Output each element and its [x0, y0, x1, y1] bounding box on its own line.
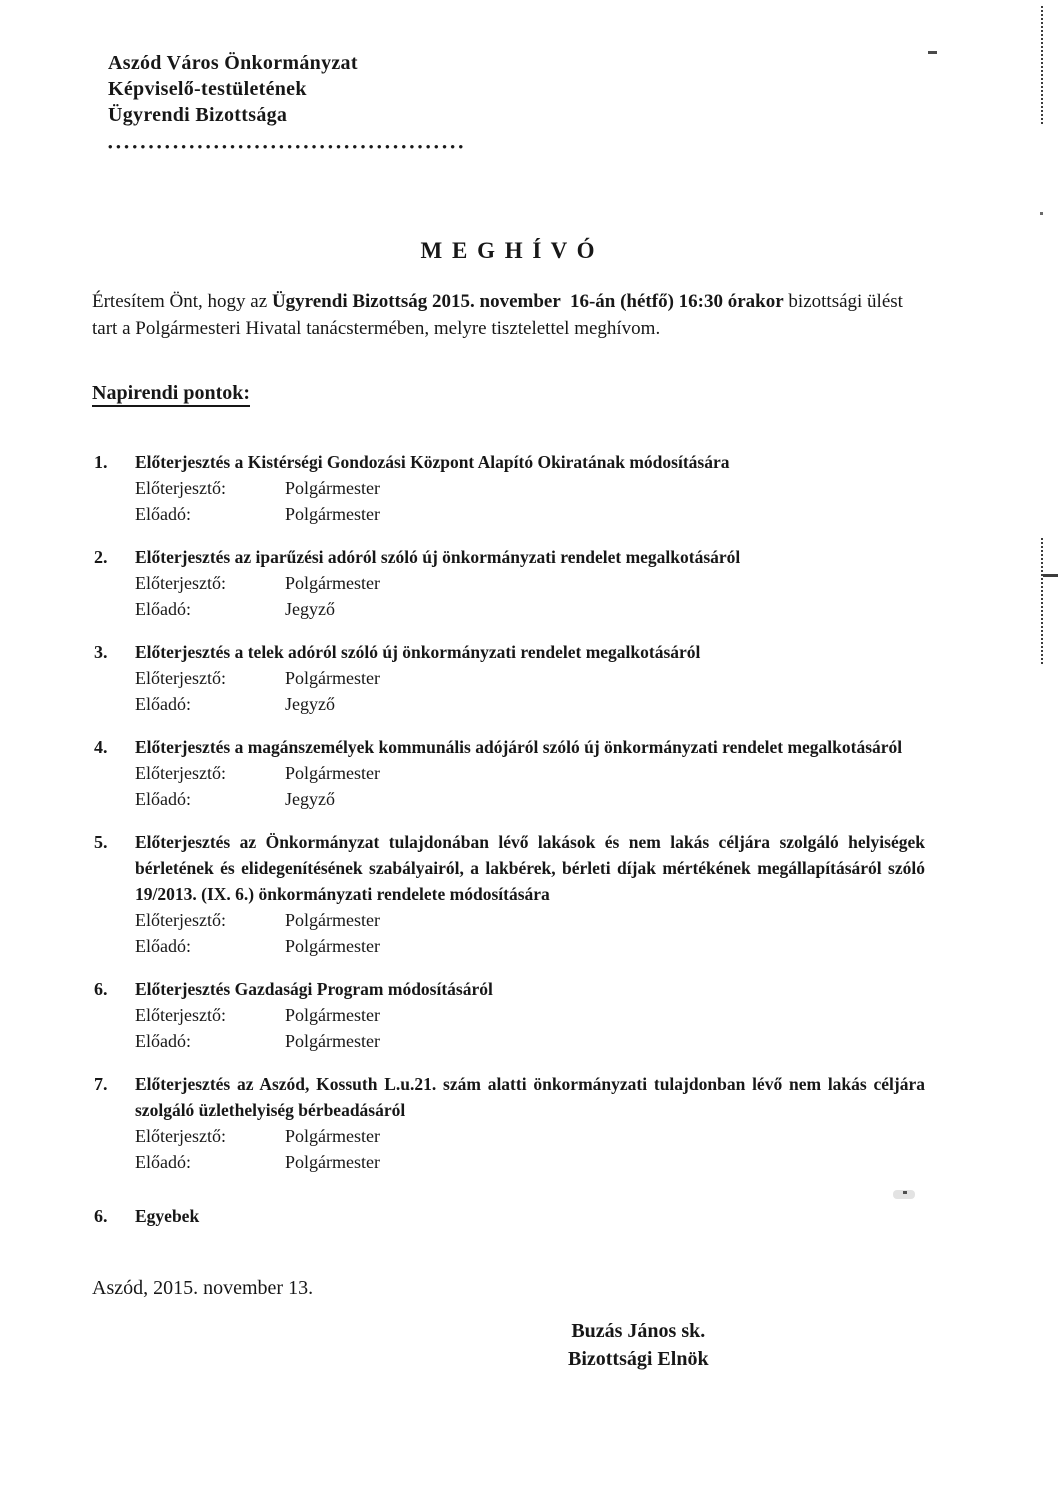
presenter-row [135, 475, 925, 501]
agenda-item-body [135, 1071, 925, 1175]
speaker-value: Polgármester [285, 504, 380, 524]
speaker-label: Előadó: [135, 599, 191, 619]
presenter-value: Polgármester [285, 573, 380, 593]
presenter-label: Előterjesztő: [135, 573, 226, 593]
agenda-item-title: Előterjesztés Gazdasági Program módosításáról [135, 979, 493, 999]
org-name-line: Aszód Város Önkormányzat [108, 52, 358, 74]
agenda-item-number: 3. [94, 642, 108, 662]
presenter-value: Polgármester [285, 763, 380, 783]
agenda-list [92, 449, 925, 1229]
presenter-label: Előterjesztő: [135, 763, 226, 783]
org-committee-line: Ügyrendi Bizottsága [108, 104, 288, 126]
speaker-row [135, 596, 925, 622]
agenda-item-title: Előterjesztés az Önkormányzat tulajdonában lévő lakások és nem lakás céljára szolgáló helyiségek bérletének és elidegenítésének szabályairól, a lakbérek, bérleti díjak mértékének megállapításáról szóló 19/2013. (IX. 6.) önkormányzati rendelete módosítására [135, 832, 925, 904]
agenda-item-2 [92, 544, 925, 622]
agenda-heading [92, 382, 925, 405]
agenda-item-3 [92, 639, 925, 717]
dotted-separator: •••••••••••••••••••••••••••••••••••••••••••• [108, 139, 467, 154]
presenter-value: Polgármester [285, 1126, 380, 1146]
agenda-item-body [135, 829, 925, 959]
presenter-label: Előterjesztő: [135, 668, 226, 688]
speaker-label: Előadó: [135, 1031, 191, 1051]
signature-block [568, 1317, 709, 1373]
agenda-heading-text: Napirendi pontok: [92, 382, 250, 407]
agenda-item-title: Előterjesztés az Aszód, Kossuth L.u.21. szám alatti önkormányzati tulajdonban lévő nem lakás céljára szolgáló üzlethelyiség bérbeadásáról [135, 1074, 925, 1120]
date-line: Aszód, 2015. november 13. [92, 1277, 314, 1299]
speaker-row [135, 691, 925, 717]
signatory-name: Buzás János sk. [571, 1320, 706, 1342]
agenda-item-egyebek [92, 1203, 925, 1229]
speaker-label: Előadó: [135, 936, 191, 956]
agenda-item-number: 6. [94, 979, 108, 999]
speaker-value: Polgármester [285, 1031, 380, 1051]
scan-artifact-dash-top [928, 51, 937, 54]
agenda-item-title: Előterjesztés az iparűzési adóról szóló új önkormányzati rendelet megalkotásáról [135, 547, 741, 567]
agenda-item-number: 5. [94, 832, 108, 852]
presenter-row [135, 570, 925, 596]
document-title: M E G H Í V Ó [420, 238, 597, 263]
speaker-label: Előadó: [135, 1152, 191, 1172]
speaker-row [135, 501, 925, 527]
presenter-row [135, 665, 925, 691]
agenda-item-title: Előterjesztés a magánszemélyek kommunális adójáról szóló új önkormányzati rendelet megalkotásáról [135, 737, 903, 757]
agenda-item-7 [92, 1071, 925, 1175]
scan-artifact-dash-mid [1043, 574, 1058, 577]
scan-artifact-dotted-line-top [1041, 6, 1043, 124]
agenda-item-body [135, 1203, 925, 1229]
presenter-value: Polgármester [285, 910, 380, 930]
agenda-item-number: 1. [94, 452, 108, 472]
speaker-label: Előadó: [135, 504, 191, 524]
presenter-row [135, 1002, 925, 1028]
presenter-label: Előterjesztő: [135, 910, 226, 930]
agenda-item-number: 7. [94, 1074, 108, 1094]
presenter-value: Polgármester [285, 478, 380, 498]
agenda-item-number: 2. [94, 547, 108, 567]
speaker-row [135, 933, 925, 959]
agenda-item-body [135, 544, 925, 622]
agenda-item-number: 4. [94, 737, 108, 757]
presenter-row [135, 1123, 925, 1149]
intro-text-end: bizottsági ülést tart a Polgármesteri Hivatal tanácstermében, melyre tisztelettel meghívom. [92, 291, 908, 339]
presenter-label: Előterjesztő: [135, 1126, 226, 1146]
presenter-row [135, 760, 925, 786]
signatory-role: Bizottsági Elnök [568, 1348, 709, 1370]
intro-paragraph [92, 288, 925, 342]
scan-artifact-speck [903, 1191, 907, 1194]
presenter-label: Előterjesztő: [135, 1005, 226, 1025]
org-body-line: Képviselő-testületének [108, 78, 307, 100]
agenda-item-title: Előterjesztés a Kistérségi Gondozási Központ Alapító Okiratának módosítására [135, 452, 730, 472]
speaker-row [135, 786, 925, 812]
agenda-item-body [135, 639, 925, 717]
presenter-label: Előterjesztő: [135, 478, 226, 498]
speaker-value: Jegyző [285, 789, 335, 809]
letterhead [108, 50, 925, 128]
agenda-item-4 [92, 734, 925, 812]
intro-text-start: Értesítem Önt, hogy az [92, 291, 272, 312]
agenda-item-body [135, 976, 925, 1054]
agenda-item-body [135, 734, 925, 812]
scan-artifact-dotted-line-mid [1041, 538, 1043, 664]
agenda-item-title: Egyebek [135, 1206, 200, 1226]
agenda-item-1 [92, 449, 925, 527]
speaker-row [135, 1028, 925, 1054]
agenda-item-5 [92, 829, 925, 959]
speaker-value: Jegyző [285, 694, 335, 714]
presenter-row [135, 907, 925, 933]
presenter-value: Polgármester [285, 1005, 380, 1025]
agenda-item-number: 6. [94, 1206, 108, 1226]
scan-artifact-dot [1040, 212, 1043, 215]
speaker-row [135, 1149, 925, 1175]
speaker-value: Polgármester [285, 1152, 380, 1172]
speaker-label: Előadó: [135, 789, 191, 809]
intro-meeting-datetime: Ügyrendi Bizottság 2015. november 16-án (hétfő) 16:30 órakor [271, 291, 784, 312]
agenda-item-body [135, 449, 925, 527]
agenda-item-6 [92, 976, 925, 1054]
speaker-value: Polgármester [285, 936, 380, 956]
agenda-item-title: Előterjesztés a telek adóról szóló új önkormányzati rendelet megalkotásáról [135, 642, 701, 662]
presenter-value: Polgármester [285, 668, 380, 688]
speaker-value: Jegyző [285, 599, 335, 619]
speaker-label: Előadó: [135, 694, 191, 714]
